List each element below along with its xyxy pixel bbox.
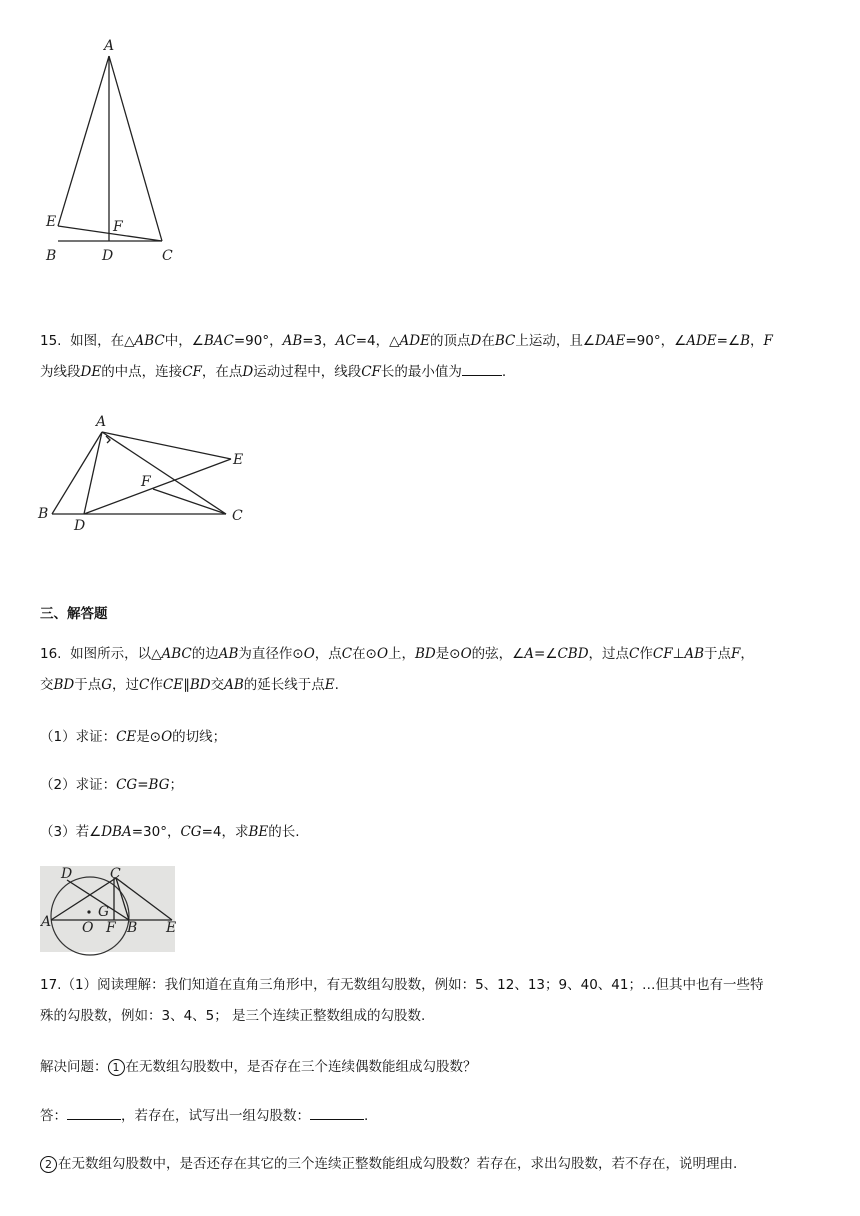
label-C: C: [232, 508, 243, 524]
label-F: F: [106, 920, 116, 936]
label-C: C: [162, 248, 173, 264]
section-heading: 三、解答题: [40, 606, 108, 622]
label-F: F: [113, 219, 123, 235]
circled-number-2: 2: [40, 1156, 57, 1173]
figure-q16-photo: [40, 866, 175, 952]
label-A: A: [41, 914, 52, 930]
question-16-part-2: （2）求证：CG=BG；: [40, 777, 183, 793]
label-E: E: [233, 452, 244, 468]
label-C: C: [110, 866, 121, 882]
label-D: D: [102, 248, 114, 264]
label-E: E: [166, 920, 177, 936]
question-17: 17.（1）阅读理解：我们知道在直角三角形中，有无数组勾股数，例如：5、12、13；9、40、41；…但其中也有一些特 殊的勾股数，例如：3、4、5； 是三个连续正整数组成的勾股数.: [40, 977, 764, 1024]
answer-blank: [67, 1107, 121, 1120]
label-B: B: [46, 248, 57, 264]
label-G: G: [98, 904, 110, 920]
question-16-part-3: （3）若∠DBA=30°，CG=4，求BE的长.: [40, 824, 300, 840]
label-O: O: [82, 920, 94, 936]
question-15: 15. 如图，在△ABC中，∠BAC=90°，AB=3，AC=4，△ADE的顶点D在BC上运动，且∠DAE=90°，∠ADE=∠B，F 为线段DE的中点，连接CF，在点D运动过程中，线段CF长的最小值为 .: [40, 333, 773, 380]
figure-q14: [40, 36, 190, 268]
question-17-problem-2: 2 在无数组勾股数中，是否还存在其它的三个连续正整数能组成勾股数？若存在，求出勾股数，若不存在，说明理由.: [40, 1149, 830, 1180]
label-A: A: [104, 38, 115, 54]
label-B: B: [38, 506, 49, 522]
question-17-answer-line: 答： ，若存在，试写出一组勾股数： .: [40, 1108, 369, 1124]
label-D: D: [74, 518, 86, 534]
question-16-part-1: （1）求证：CE是⊙O的切线；: [40, 729, 227, 745]
label-D: D: [61, 866, 73, 882]
answer-blank: [462, 363, 502, 376]
label-A: A: [96, 414, 107, 430]
label-E: E: [46, 214, 57, 230]
label-B: B: [127, 920, 138, 936]
question-16: 16. 如图所示，以△ABC的边AB为直径作⊙O，点C在⊙O上，BD是⊙O的弦，∠A=∠CBD，过点C作CF⊥AB于点F， 交BD于点G，过C作CE∥BD交AB的延长线于点E.: [40, 646, 754, 693]
question-17-problem-1: 解决问题： 1 在无数组勾股数中，是否存在三个连续偶数能组成勾股数？: [40, 1059, 477, 1075]
label-F: F: [141, 474, 151, 490]
answer-blank: [310, 1107, 364, 1120]
figure-q15: [36, 412, 250, 536]
circled-number-1: 1: [108, 1059, 125, 1076]
